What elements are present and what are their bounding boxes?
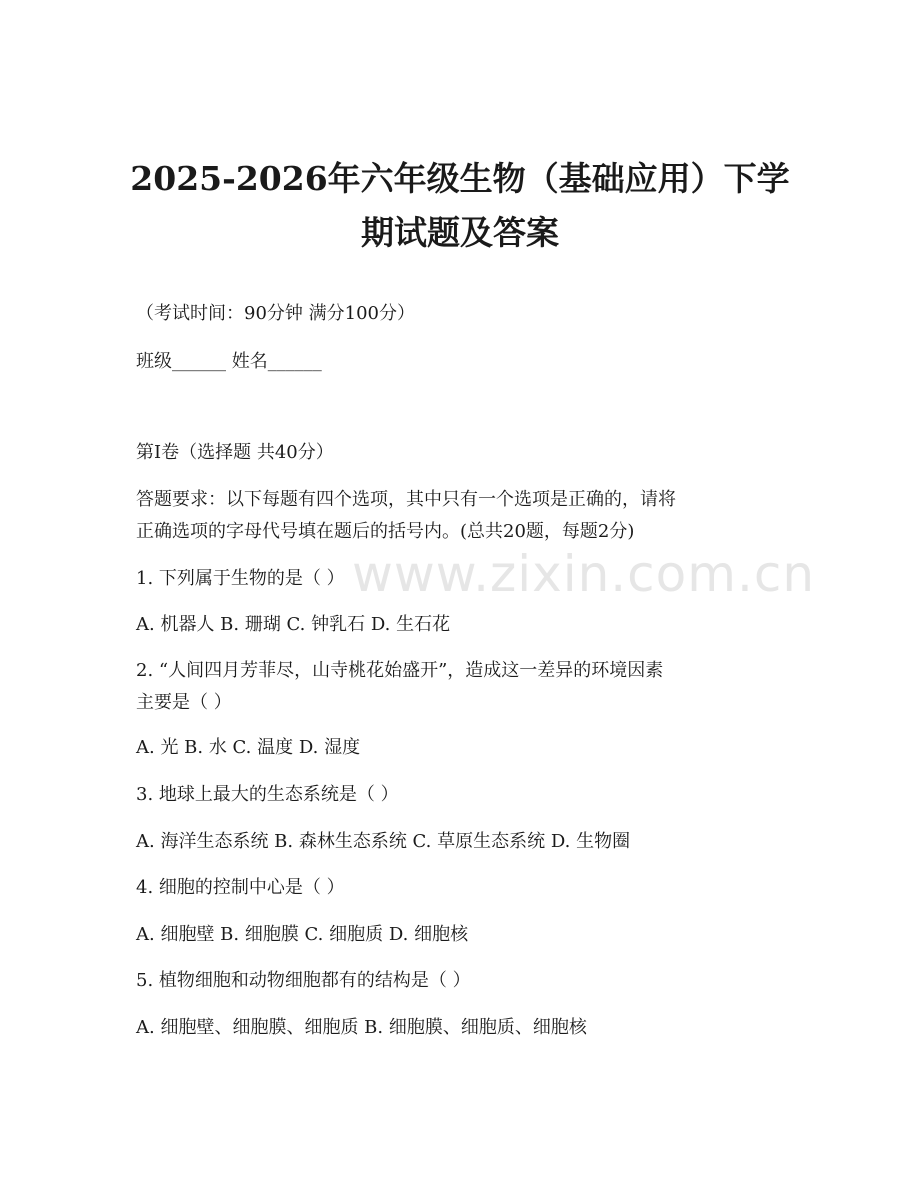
question-1-options: A. 机器人 B. 珊瑚 C. 钟乳石 D. 生石花 bbox=[136, 614, 451, 635]
question-3-options: A. 海洋生态系统 B. 森林生态系统 C. 草原生态系统 D. 生物圈 bbox=[136, 831, 631, 852]
question-3-stem: 3. 地球上最大的生态系统是（ ） bbox=[136, 784, 399, 805]
class-name-line: 班级______ 姓名______ bbox=[136, 351, 322, 372]
title-line-1: 2025-2026年六年级生物（基础应用）下学 bbox=[130, 159, 790, 198]
document-title bbox=[100, 152, 820, 260]
question-2-stem-line-1: 2. “人间四月芳菲尽，山寺桃花始盛开”，造成这一差异的环境因素 bbox=[136, 660, 664, 681]
question-4-stem: 4. 细胞的控制中心是（ ） bbox=[136, 877, 345, 898]
watermark: www.zixin.com.cn bbox=[352, 545, 816, 603]
title-line-2: 期试题及答案 bbox=[361, 213, 559, 252]
question-5-options: A. 细胞壁、细胞膜、细胞质 B. 细胞膜、细胞质、细胞核 bbox=[136, 1017, 587, 1038]
question-2-options: A. 光 B. 水 C. 温度 D. 湿度 bbox=[136, 737, 361, 758]
question-5-stem: 5. 植物细胞和动物细胞都有的结构是（ ） bbox=[136, 970, 471, 991]
instructions-line-2: 正确选项的字母代号填在题后的括号内。(总共20题，每题2分) bbox=[136, 521, 635, 542]
question-4-options: A. 细胞壁 B. 细胞膜 C. 细胞质 D. 细胞核 bbox=[136, 924, 469, 945]
exam-info: （考试时间：90分钟 满分100分） bbox=[136, 303, 415, 324]
section-heading: 第I卷（选择题 共40分） bbox=[136, 442, 334, 463]
question-1-stem: 1. 下列属于生物的是（ ） bbox=[136, 568, 345, 589]
question-2-stem-line-2: 主要是（ ） bbox=[136, 692, 232, 713]
instructions-line-1: 答题要求：以下每题有四个选项，其中只有一个选项是正确的，请将 bbox=[136, 489, 676, 510]
